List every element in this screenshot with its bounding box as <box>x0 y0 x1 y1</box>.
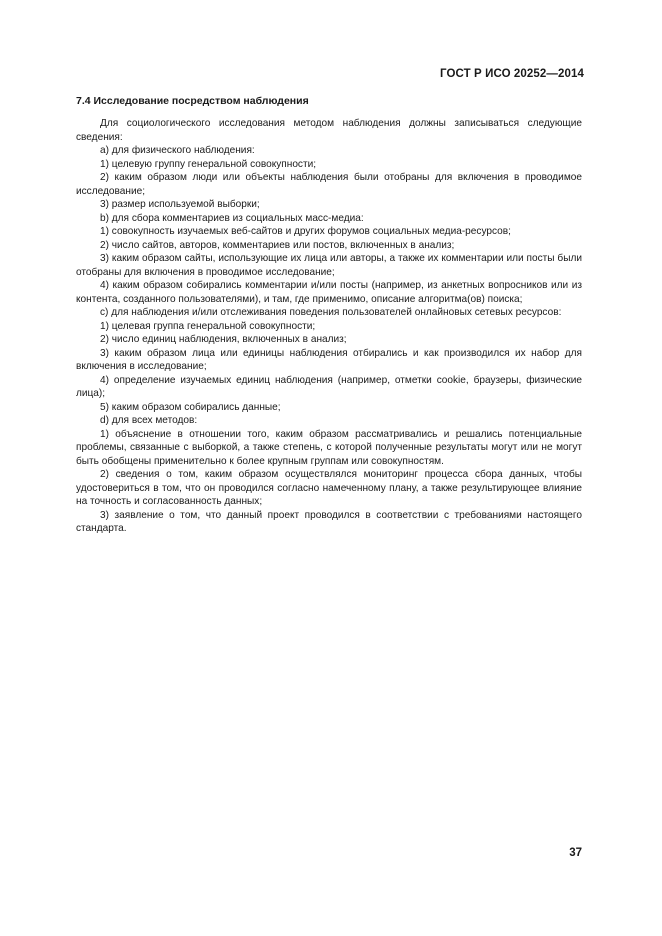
paragraph: 1) объяснение в отношении того, каким образом рассматривались и решались потенциальные проблемы, связанные с выборкой, а также степень, с которой полученные результаты могут или не могут быть обобщены применительно к более крупным группам или совокупностям. <box>76 428 582 467</box>
paragraph: 3) каким образом лица или единицы наблюдения отбирались и как производился их набор для включения в исследование; <box>76 347 582 372</box>
paragraph: 1) целевая группа генеральной совокупности; <box>100 320 316 332</box>
paragraph: d) для всех методов: <box>100 415 198 426</box>
paragraph: 5) каким образом собирались данные; <box>100 401 281 413</box>
paragraph: а) для физического наблюдения: <box>100 145 255 156</box>
paragraph: b) для сбора комментариев из социальных масс-медиа: <box>100 212 364 224</box>
paragraph: 3) размер используемой выборки; <box>100 199 260 210</box>
section-title: 7.4 Исследование посредством наблюдения <box>76 95 309 107</box>
paragraph: 2) число сайтов, авторов, комментариев или постов, включенных в анализ; <box>100 239 455 251</box>
paragraph: 4) определение изучаемых единиц наблюдения (например, отметки cookie, браузеры, физические лица); <box>76 374 582 399</box>
paragraph: с) для наблюдения и/или отслеживания поведения пользователей онлайновых сетевых ресурсов: <box>100 307 562 318</box>
document-body <box>76 95 582 536</box>
document-standard-code: ГОСТ Р ИСО 20252—2014 <box>439 68 584 80</box>
paragraph-list <box>76 117 582 536</box>
paragraph: 1) целевую группу генеральной совокупности; <box>100 158 317 170</box>
paragraph: 2) каким образом люди или объекты наблюдения были отобраны для включения в проводимое исследование; <box>76 172 582 197</box>
paragraph: 3) заявление о том, что данный проект проводился в соответствии с требованиями настоящего стандарта. <box>76 509 582 534</box>
paragraph: 3) каким образом сайты, использующие их лица или авторы, а также их комментарии или посты были отобраны для включения в проводимое исследование; <box>76 253 582 278</box>
paragraph: 4) каким образом собирались комментарии и/или посты (например, из анкетных вопросников или из контента, созданного пользователями), и там, где применимо, описание алгоритма(ов) поиска; <box>76 280 582 305</box>
page-number: 37 <box>569 847 582 859</box>
paragraph: Для социологического исследования методом наблюдения должны записываться следующие сведения: <box>76 118 582 143</box>
paragraph: 1) совокупность изучаемых веб-сайтов и других форумов социальных медиа-ресурсов; <box>100 226 511 237</box>
paragraph: 2) сведения о том, каким образом осуществлялся мониторинг процесса сбора данных, чтобы удостовериться в том, что он проводился согласно намеченному плану, а также результирующее влияние на точность и согласованность данных; <box>76 469 582 507</box>
paragraph: 2) число единиц наблюдения, включенных в анализ; <box>100 334 347 345</box>
